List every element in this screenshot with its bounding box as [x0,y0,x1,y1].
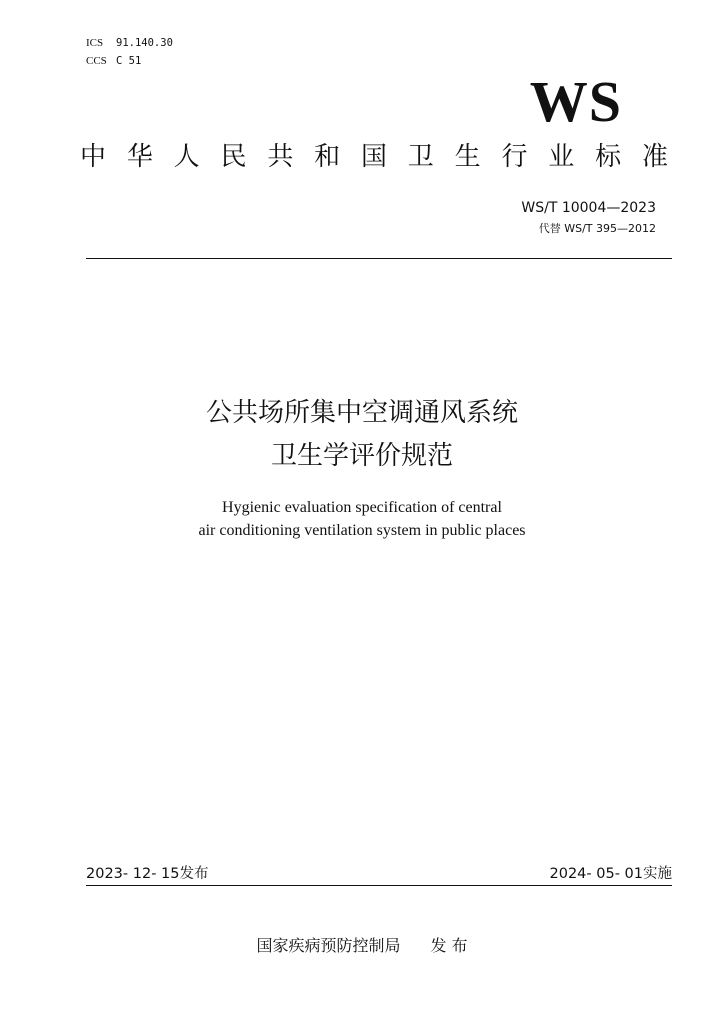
ccs-label: CCS [86,55,107,67]
footer-divider [86,885,672,886]
ics-value: 91.140.30 [116,37,173,49]
header-divider [86,258,672,259]
publish-date: 2023- 12- 15发布 [86,866,209,882]
replaces-standard: 代替 WS/T 395—2012 [538,222,656,235]
standard-category-char: 标 [595,142,622,172]
ccs-code [86,54,141,68]
standard-category-char: 生 [454,142,481,172]
ccs-value: C 51 [116,55,142,67]
standard-category-char: 卫 [407,142,434,172]
ws-logo: WS [529,69,622,134]
title-en-line2: air conditioning ventilation system in public places [198,522,526,539]
title-zh-line2: 卫生学评价规范 [270,441,453,471]
title-en-line1: Hygienic evaluation specification of central [222,499,502,516]
standard-category-char: 行 [501,142,528,172]
standard-number: WS/T 10004—2023 [521,200,656,216]
standard-category-char: 国 [360,142,387,172]
ics-label: ICS [86,37,104,49]
issuer-action: 发 布 [430,936,468,955]
standard-category-char: 共 [267,142,294,172]
ics-code [86,36,173,50]
standard-category-char: 中 [80,142,107,172]
issuer [0,935,724,957]
issuer-name: 国家疾病预防控制局 [256,936,401,955]
standard-category-char: 和 [314,142,341,172]
standard-category-char: 华 [126,142,153,172]
standard-category-char: 准 [641,142,668,172]
standard-category-char: 民 [220,142,247,172]
implement-date: 2024- 05- 01实施 [549,866,672,882]
standard-category-char: 业 [548,142,575,172]
standard-category [80,141,668,173]
title-zh-line1: 公共场所集中空调通风系统 [205,398,518,428]
standard-category-char: 人 [173,142,200,172]
